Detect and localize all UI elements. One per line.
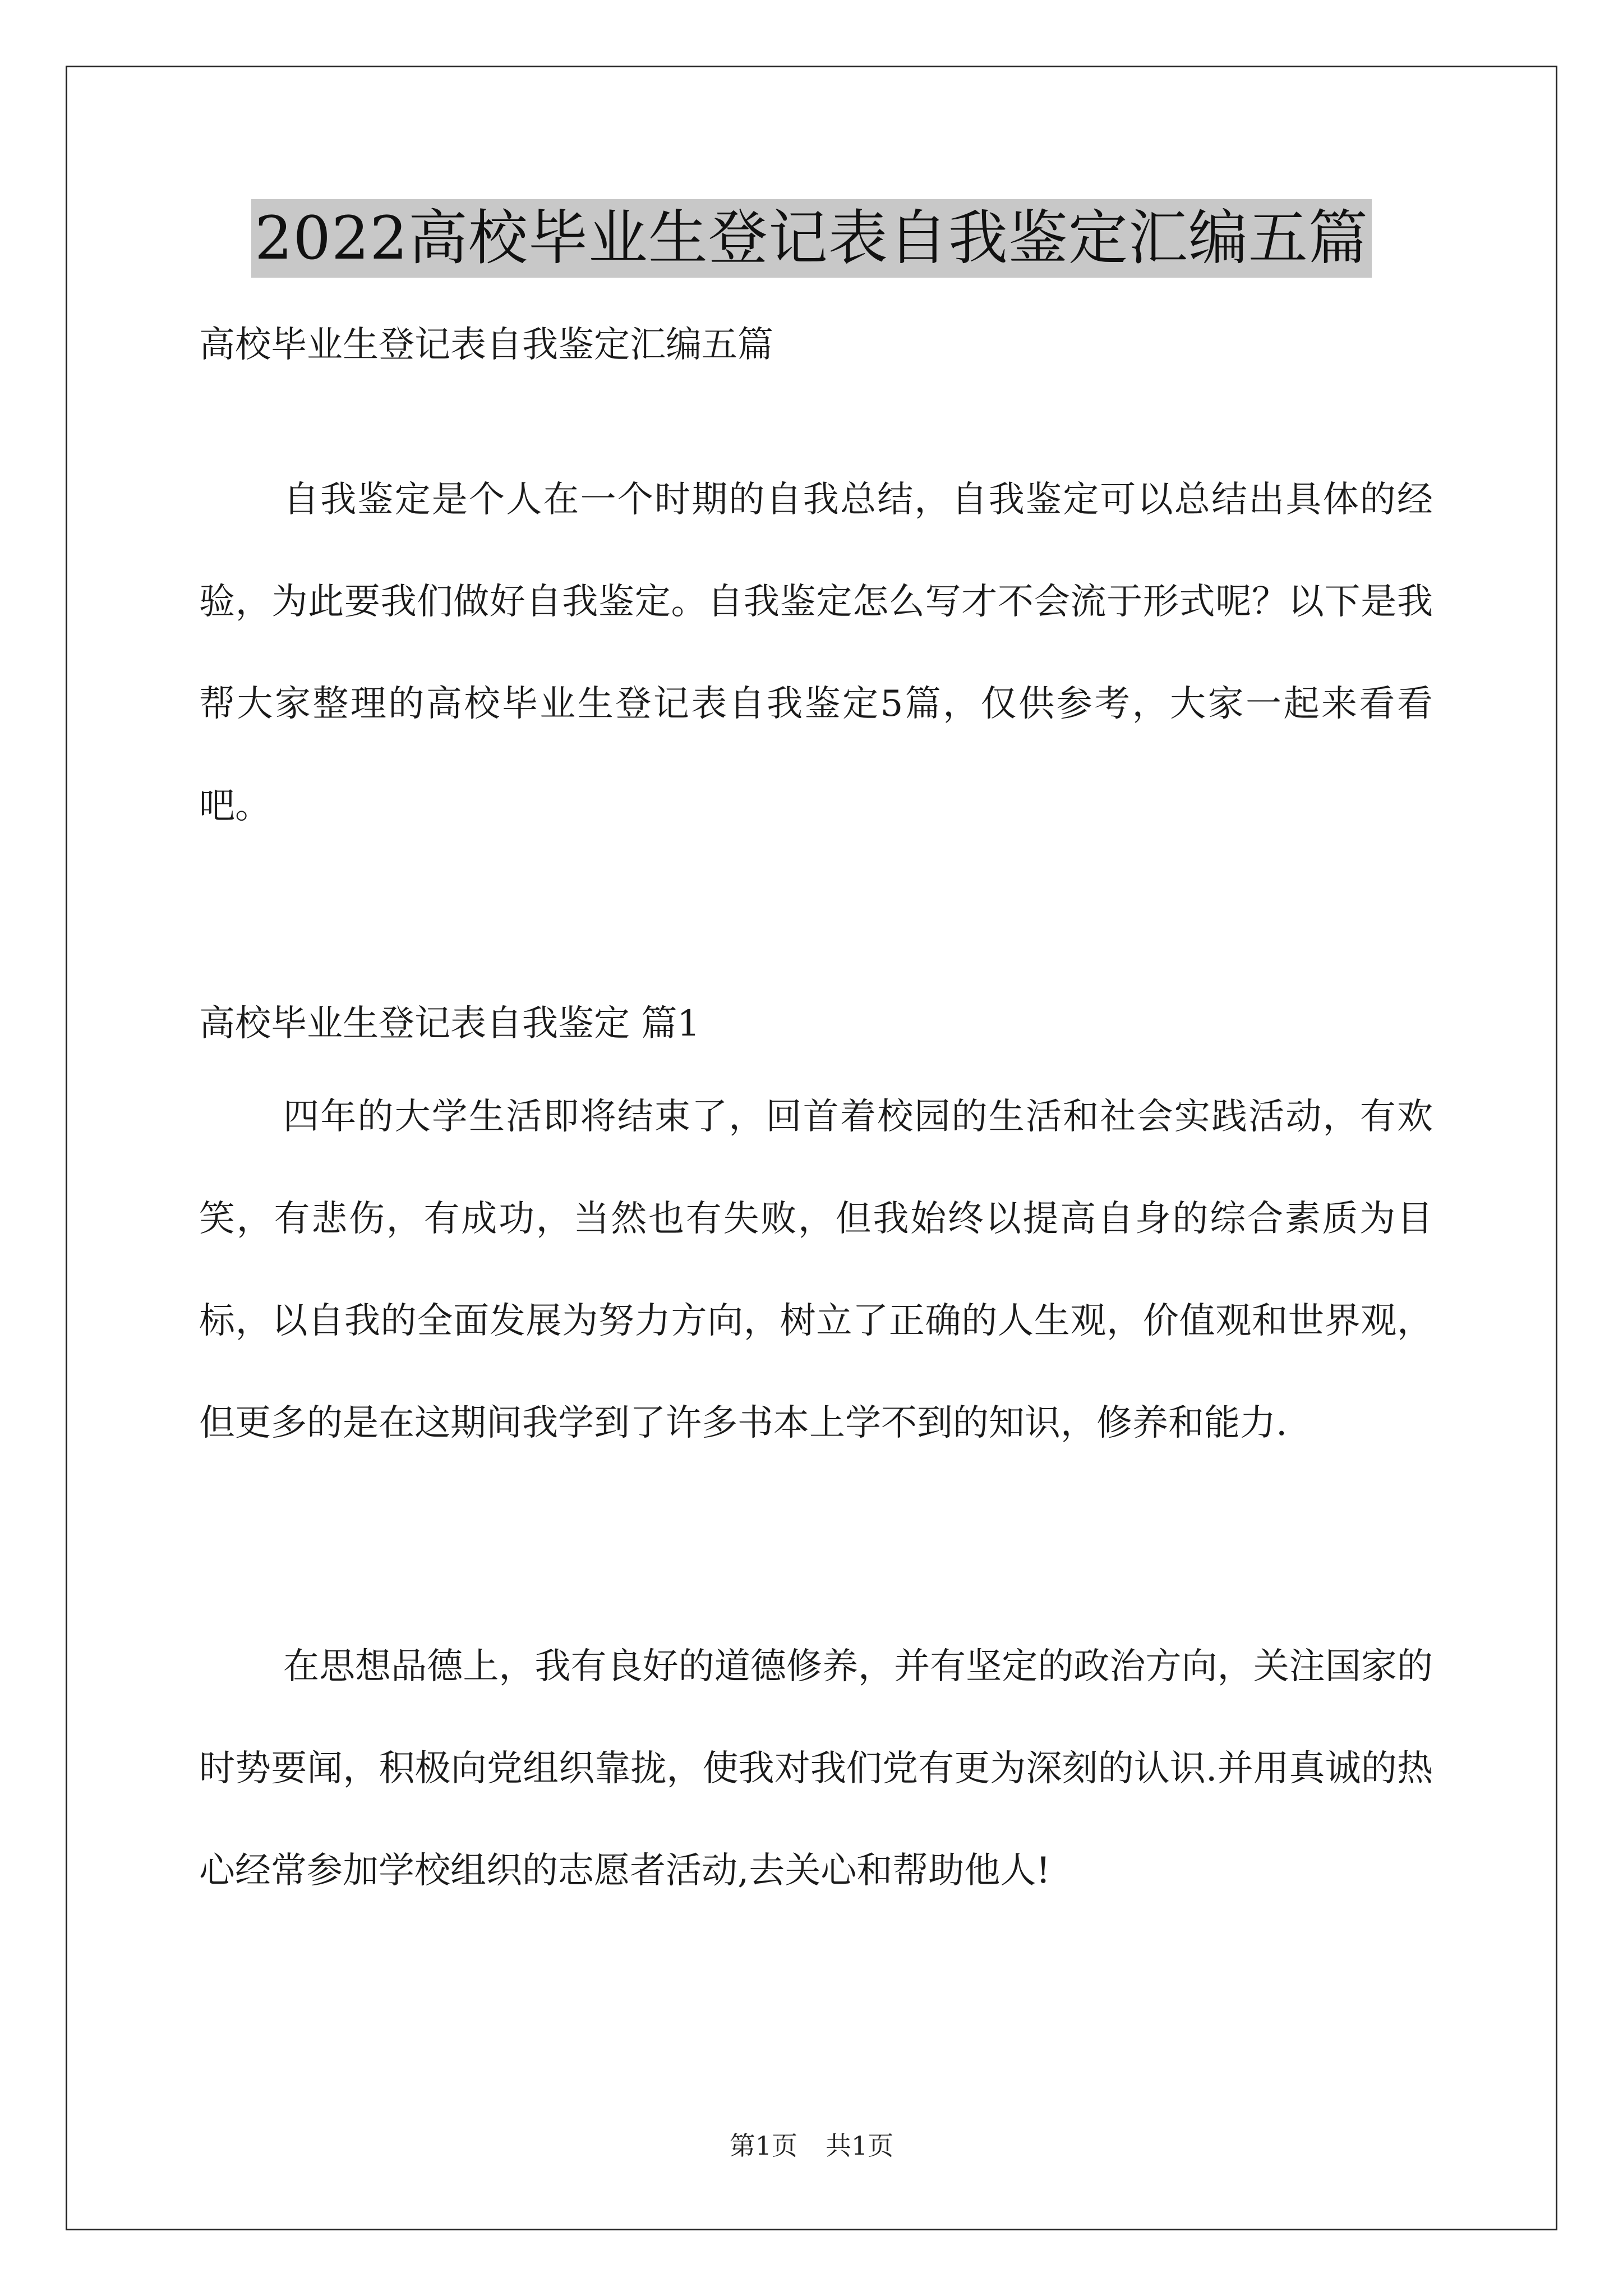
document-subtitle: 高校毕业生登记表自我鉴定汇编五篇 xyxy=(199,324,773,366)
body-paragraph: 四年的大学生活即将结束了，回首着校园的生活和社会实践活动，有欢笑，有悲伤，有成功，当然也有失败，但我始终以提高自身的综合素质为目标，以自我的全面发展为努力方向，树立了正确的人生观，价值观和世界观，但更多的是在这期间我学到了许多书本上学不到的知识，修养和能力. xyxy=(199,1096,1433,1444)
page-footer xyxy=(0,2129,1623,2162)
body-paragraph: 在思想品德上，我有良好的道德修养，并有坚定的政治方向，关注国家的时势要闻，积极向党组织靠拢，使我对我们党有更为深刻的认识.并用真诚的热心经常参加学校组织的志愿者活动,去关心和帮助他人! xyxy=(199,1646,1433,1892)
page-total: 共1页 xyxy=(826,2131,894,2161)
page-number: 第1页 xyxy=(729,2131,797,2161)
document-title: 2022高校毕业生登记表自我鉴定汇编五篇 xyxy=(251,199,1372,278)
intro-paragraph: 自我鉴定是个人在一个时期的自我总结，自我鉴定可以总结出具体的经验，为此要我们做好自我鉴定。自我鉴定怎么写才不会流于形式呢？以下是我帮大家整理的高校毕业生登记表自我鉴定5篇，仅供参考，大家一起来看看吧。 xyxy=(199,479,1433,827)
section-heading: 高校毕业生登记表自我鉴定 篇1 xyxy=(199,1003,700,1045)
title-container xyxy=(0,199,1623,278)
